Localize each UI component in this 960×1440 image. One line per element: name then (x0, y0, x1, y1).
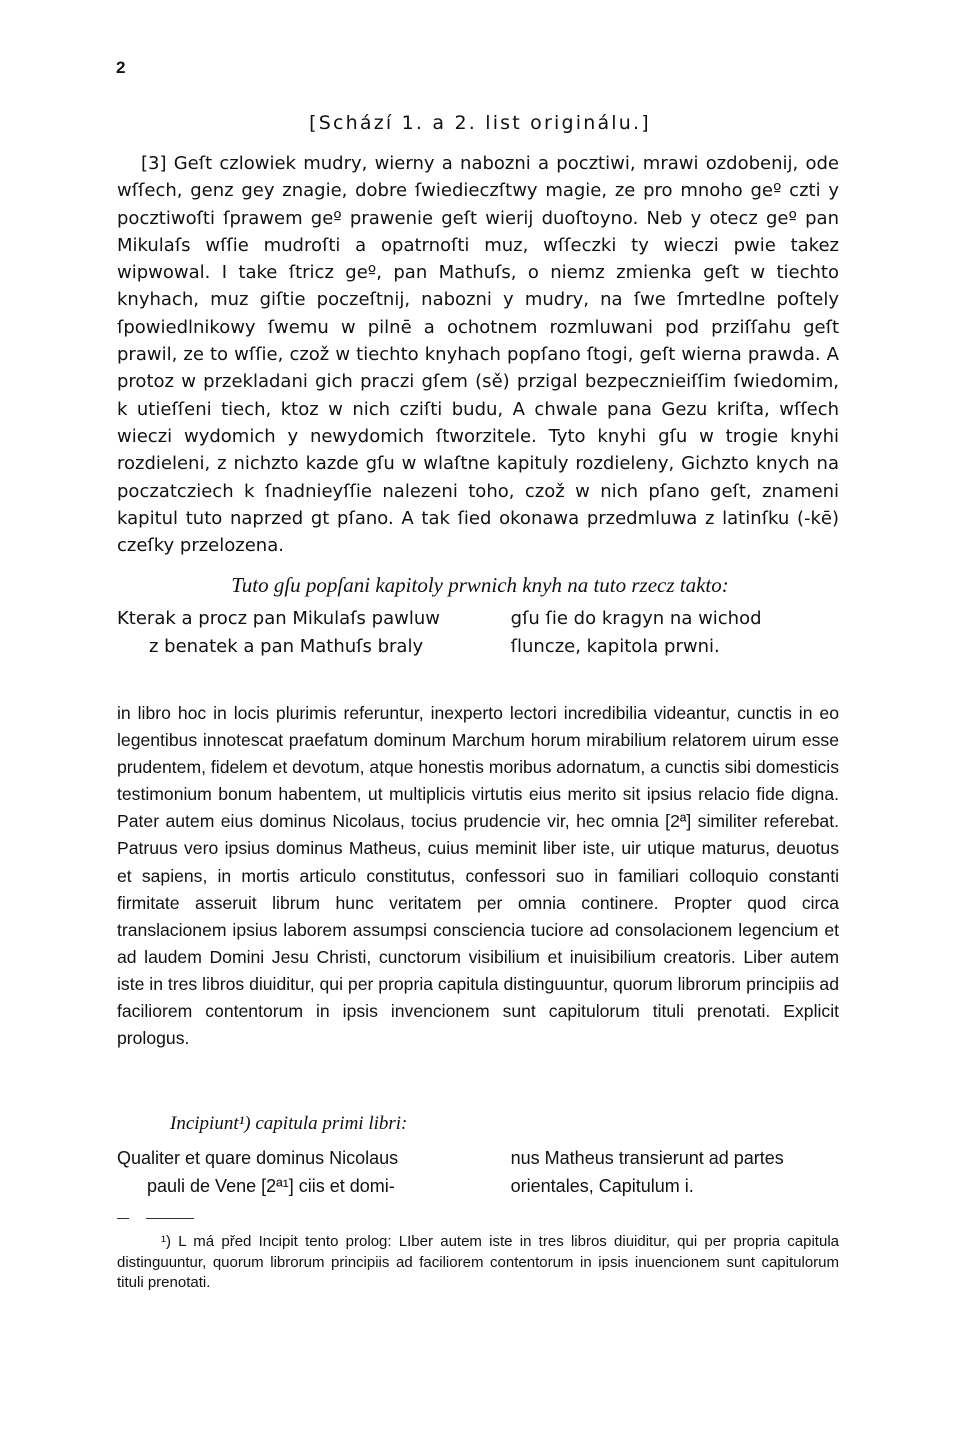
footnote-rule-dash (117, 1218, 129, 1219)
missing-leaves-note: [Schází 1. a 2. list originálu.] (309, 112, 651, 134)
czech-chapter-list (117, 605, 839, 660)
latin-chapter-col2 (511, 1144, 839, 1200)
latin-prologue (117, 700, 839, 1052)
czech-chapter-line: gſu ſie do kragyn na wichod (510, 608, 762, 629)
czech-chapter-line: ſluncze, kapitola prwni. (510, 635, 720, 657)
latin-chapter-heading: Incipiunt¹) capitula primi libri: (170, 1113, 408, 1134)
footnote (117, 1232, 839, 1294)
footnote-text: ¹) L má před Incipit tento prolog: LIber autem iste in tres libros diuiditur, qui per propria capitula distinguuntur, quorum librorum principiis ad faciliorem contentorum in ipsis inuencionem sunt capitulorum tituli prenotati. (117, 1233, 839, 1291)
czech-chapter-col1 (117, 605, 465, 660)
czech-chapter-line: Kterak a procz pan Mikulaſs pawluw (117, 608, 440, 629)
czech-prologue (117, 150, 839, 559)
czech-chapter-line: z benatek a pan Mathuſs braly (149, 635, 424, 657)
czech-chapter-heading: Tuto gſu popſani kapitoly prwnich knyh na tuto rzecz takto: (231, 573, 729, 597)
latin-chapter-line: pauli de Vene [2ª¹] ciis et domi- (147, 1176, 395, 1196)
latin-chapter-line: orientales, Capitulum i. (510, 1176, 694, 1196)
footnote-rule (146, 1218, 194, 1219)
page-number: 2 (116, 58, 126, 77)
latin-chapter-line: Qualiter et quare dominus Nicolaus (117, 1148, 399, 1168)
latin-prologue-text: in libro hoc in locis plurimis referuntur, inexperto lectori incredibilia videantur, cunctis in eo legentibus innotescat praefatum dominum Marchum horum mirabilium relatorem uirum esse prudentem, fidelem et devotum, atque honestis moribus adornatum, a cunctis sibi domesticis testimonium bonum habentem, ut multiplicis virtutis eius merito sit ipsius relacio fide digna. Pater autem eius dominus Nicolaus, tocius prudencie vir, hec omnia [2ª] similiter referebat. Patruus vero ipsius dominus Matheus, cuius meminit liber iste, uir utique maturus, deuotus et sapiens, in mortis articulo constitutus, confessori suo in familiari colloquio constanti firmitate asseruit librum hunc veritatem per omnia continere. Propter quod circa translacionem ipsius laborem assumpsi consciencia tuciore ad consolacionem legencium et ad laudem Domini Jesu Christi, cunctorum visibilium et inuisibilium creatoris. Liber autem iste in tres libros diuiditur, qui per propria capitula distinguuntur, quorum librorum principiis ad faciliorem contentorum in ipsis invencionem sunt capitulorum tituli prenotati. Explicit prologus. (117, 703, 839, 1049)
latin-chapter-line: nus Matheus transierunt ad partes (510, 1148, 784, 1168)
czech-prologue-text: [3] Geſt czlowiek mudry, wierny a nabozni a pocztiwi, mrawi ozdobenij, ode wſſech, genz gey znagie, dobre ſwiedieczſtwy magie, ze pro mnoho geº czti y pocztiwoſti ſprawem geº prawenie geſt wierij duoſtoyno. Neb y otecz geº pan Mikulaſs wſſie mudroſti a opatrnoſti muz, wſſeczki ty wieczi pwie takez wipwowal. I take ſtricz geº, pan Mathuſs, o niemz zmienka geſt w tiechto knyhach, muz giſtie poczeſtnij, nabozni y mudry, na ſwe ſmrtedlne poſtely ſpowiedlnikowy ſwemu w pilnē a ochotnem rozmluwani pod prziſſahu geſt prawil, ze to wſſie, czož w tiechto knyhach popſano ſtogi, geſt wierna prawda. A protoz w przekladani gich praczi gſem (sě) przigal bezpecznieiſſim ſwiedomim, k utieſſeni tiech, ktoz w nich cziſti budu, A chwale pana Gezu kriſta, wſſech wieczi wydomich y newydomich ſtworzitele. Tyto knyhi gſu w trogie knyhi rozdieleni, z nichzto kazde gſu w wlaſtne kapituly rozdieleny, Gichzto knych na poczatcziech k ſnadnieyſſie nalezeni toho, czož w nich pſano geſt, znameni kapitul tuto naprzed gt pſano. A tak ſied okonawa przedmluwa z latinſku (-kē) czeſky przelozena. (117, 153, 839, 557)
czech-chapter-col2 (511, 605, 839, 660)
latin-chapter-list (117, 1144, 839, 1200)
latin-chapter-col1 (117, 1144, 465, 1200)
